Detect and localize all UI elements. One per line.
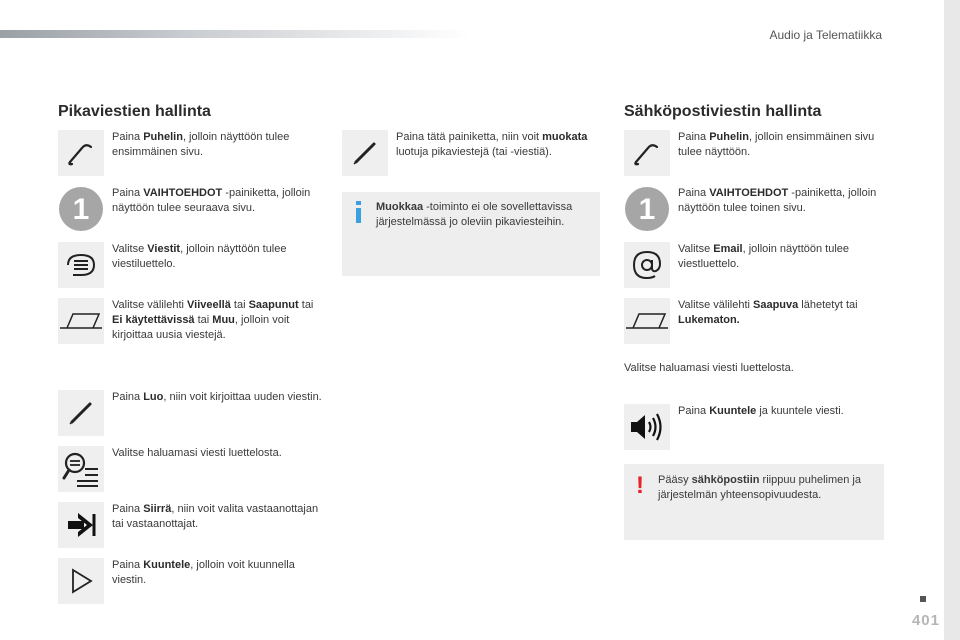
svg-text:1: 1 — [72, 193, 90, 226]
list-item: Paina Siirrä, niin voit valita vastaanottajan tai vastaanottajat. — [58, 502, 322, 548]
list-item: Valitse Email, jolloin näyttöön tulee viestluettelo. — [624, 242, 878, 288]
list-item: Paina Kuuntele, jolloin voit kuunnella viestin. — [58, 558, 322, 604]
warning-note: ! Pääsy sähköpostiin riippuu puhelimen ja järjestelmän yhteensopivuudesta. — [624, 464, 884, 540]
at-sign-icon — [624, 242, 670, 288]
list-item: Valitse Viestit, jolloin näyttöön tulee viestiluettelo. — [58, 242, 322, 288]
pencil-icon — [58, 390, 104, 436]
list-item: Valitse välilehti Viiveellä tai Saapunut tai Ei käytettävissä tai Muu, jolloin voit kirjoittaa uusia viestejä. — [58, 298, 322, 344]
list-item: Paina Puhelin, jolloin näyttöön tulee ensimmäinen sivu. — [58, 130, 322, 176]
list-item: 1 Paina VAIHTOEHDOT -painiketta, jolloin näyttöön tulee seuraava sivu. — [58, 186, 322, 232]
speaker-icon — [624, 404, 670, 450]
warning-icon: ! — [636, 472, 644, 499]
list-item: Valitse välilehti Saapuva lähetetyt tai Lukematon. — [624, 298, 888, 344]
info-note: Muokkaa -toiminto ei ole sovellettavissa järjestelmässä jo oleviin pikaviesteihin. — [342, 192, 600, 276]
phone-icon — [58, 130, 104, 176]
number-one-icon — [624, 186, 670, 232]
right-section-title: Sähköpostiviestin hallinta — [624, 103, 822, 120]
list-item: Valitse haluamasi viesti luettelosta. — [58, 446, 322, 492]
footer-marker — [920, 596, 926, 602]
select-instruction: Valitse haluamasi viesti luettelosta. — [624, 362, 794, 374]
tab-icon — [624, 298, 670, 344]
pencil-icon — [342, 130, 388, 176]
search-list-icon — [58, 446, 104, 492]
play-icon — [58, 558, 104, 604]
list-item: Paina Puhelin, jolloin ensimmäinen sivu tulee näyttöön. — [624, 130, 878, 176]
edit-item: Paina tätä painiketta, niin voit muokata luotuja pikaviestejä (tai -viestiä). — [342, 130, 591, 176]
list-item: 1 Paina VAIHTOEHDOT -painiketta, jolloin näyttöön tulee toinen sivu. — [624, 186, 878, 232]
page-edge-strip — [944, 0, 960, 640]
chapter-title: Audio ja Telematiikka — [769, 28, 882, 42]
info-icon — [352, 200, 366, 229]
number-one-icon — [58, 186, 104, 232]
left-section-title: Pikaviestien hallinta — [58, 103, 211, 120]
svg-text:1: 1 — [638, 193, 656, 226]
page-number: 401 — [911, 612, 940, 629]
phone-icon — [624, 130, 670, 176]
tab-icon — [58, 298, 104, 344]
list-item: Paina Luo, niin voit kirjoittaa uuden viestin. — [58, 390, 322, 436]
list-item: Paina Kuuntele ja kuuntele viesti. — [624, 404, 878, 450]
forward-arrow-icon — [58, 502, 104, 548]
header-bar — [0, 30, 470, 38]
list-icon — [58, 242, 104, 288]
